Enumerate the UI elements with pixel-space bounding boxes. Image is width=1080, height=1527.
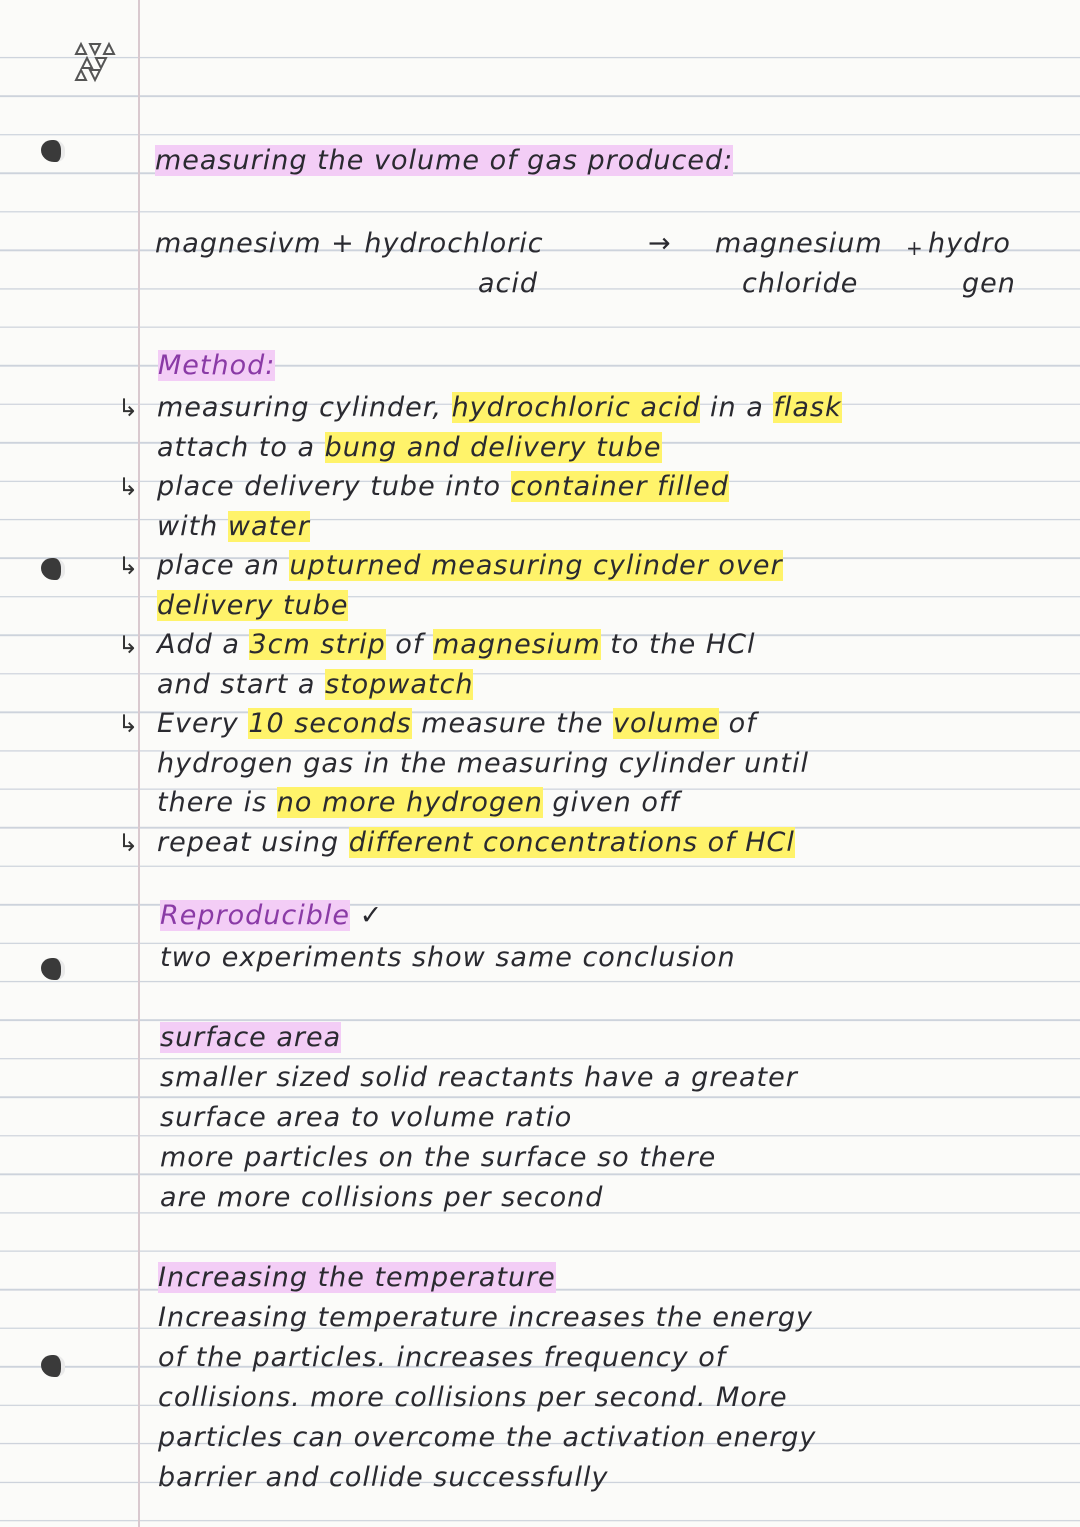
highlighted-text: hydrochloric acid [451,392,701,423]
bullet-arrow-icon: ↳ [118,710,139,738]
step-text: Every [157,708,249,739]
equation-product-1-line2: chloride [742,268,859,299]
surface-area-heading [160,1022,341,1053]
highlighted-text: container filled [510,471,729,502]
highlighted-text: flask [773,392,842,423]
bullet-arrow-icon: ↳ [118,631,139,659]
method-step-line [157,629,756,660]
temperature-line: Increasing temperature increases the energy [158,1302,813,1333]
temperature-line: collisions. more collisions per second. More [158,1382,788,1413]
binder-hole [41,1355,65,1377]
surface-area-heading-text: surface area [160,1022,342,1053]
surface-area-line: smaller sized solid reactants have a greater [160,1062,798,1093]
highlighted-text: upturned measuring cylinder over [289,550,783,581]
surface-area-line: surface area to volume ratio [160,1102,573,1133]
binder-hole [41,558,65,580]
bullet-arrow-icon: ↳ [118,552,139,580]
step-text: place an [157,550,290,581]
method-step-line [157,748,809,779]
temperature-line: of the particles. increases frequency of [158,1342,727,1373]
method-step-line [157,590,348,621]
step-text: attach to a [157,431,325,463]
equation-plus: + [906,236,924,260]
temperature-heading-text: Increasing the temperature [158,1262,556,1293]
step-text: with [157,510,228,542]
temperature-line: particles can overcome the activation energy [158,1422,817,1453]
bullet-arrow-icon: ↳ [118,828,139,857]
temperature-line: barrier and collide successfully [158,1462,609,1493]
reproducible-text: two experiments show same conclusion [160,942,736,973]
highlighted-text: 10 seconds [248,708,412,739]
highlighted-text: stopwatch [324,668,474,700]
highlighted-text: 3cm strip [249,629,386,660]
check-icon: ✓ [359,900,384,931]
equation-product-2: hydro [928,228,1011,259]
title-text: measuring the volume of gas produced: [155,145,734,176]
step-text: repeat using [157,826,349,858]
binder-hole [41,958,65,980]
highlighted-text: volume [613,708,720,739]
equation-reactants: magnesivm + hydrochloric [155,228,544,259]
step-text: to the HCl [600,629,756,660]
step-text: given off [542,787,680,818]
highlighted-text: no more hydrogen [276,787,543,818]
reproducible-heading-text: Reproducible [160,900,350,931]
method-step-line [157,669,473,700]
step-text: there is [157,787,277,818]
temperature-heading [158,1262,556,1293]
surface-area-line: are more collisions per second [160,1182,604,1213]
step-text: of [385,629,433,660]
step-text: measure the [411,708,614,739]
method-step-line [157,471,729,502]
highlighted-text: magnesium [432,629,601,660]
method-step-line [157,550,783,581]
method-step-line [157,432,662,463]
step-text: and start a [157,668,325,700]
bullet-arrow-icon: ↳ [118,473,139,501]
highlighted-text: water [227,510,310,542]
bullet-arrow-icon: ↳ [118,394,139,422]
margin-line [138,0,140,1527]
equation-product-2-line2: gen [962,268,1016,299]
method-step-line [157,827,795,858]
highlighted-text: bung and delivery tube [324,431,662,463]
method-step-line [157,787,680,818]
method-heading [158,350,275,381]
step-text: of [719,708,757,739]
equation-arrow: → [648,228,672,259]
binder-hole [41,140,65,162]
step-text: hydrogen gas in the measuring cylinder until [157,747,809,779]
surface-area-line: more particles on the surface so there [160,1142,717,1173]
triangle-doodle-icon [72,40,132,90]
step-text: Add a [157,629,250,660]
method-step-line [157,511,310,542]
highlighted-text: different concentrations of HCl [348,826,795,858]
method-step-line [157,708,757,739]
highlighted-text: delivery tube [157,589,349,621]
method-heading-text: Method: [158,350,276,381]
equation-product-1: magnesium [715,228,883,259]
reproducible-heading [160,900,383,931]
page-title [155,145,733,176]
step-text: place delivery tube into [157,471,511,502]
method-step-line [157,392,842,423]
equation-reactants-line2: acid [478,268,539,299]
step-text: measuring cylinder, [157,392,452,423]
step-text: in a [700,392,774,423]
